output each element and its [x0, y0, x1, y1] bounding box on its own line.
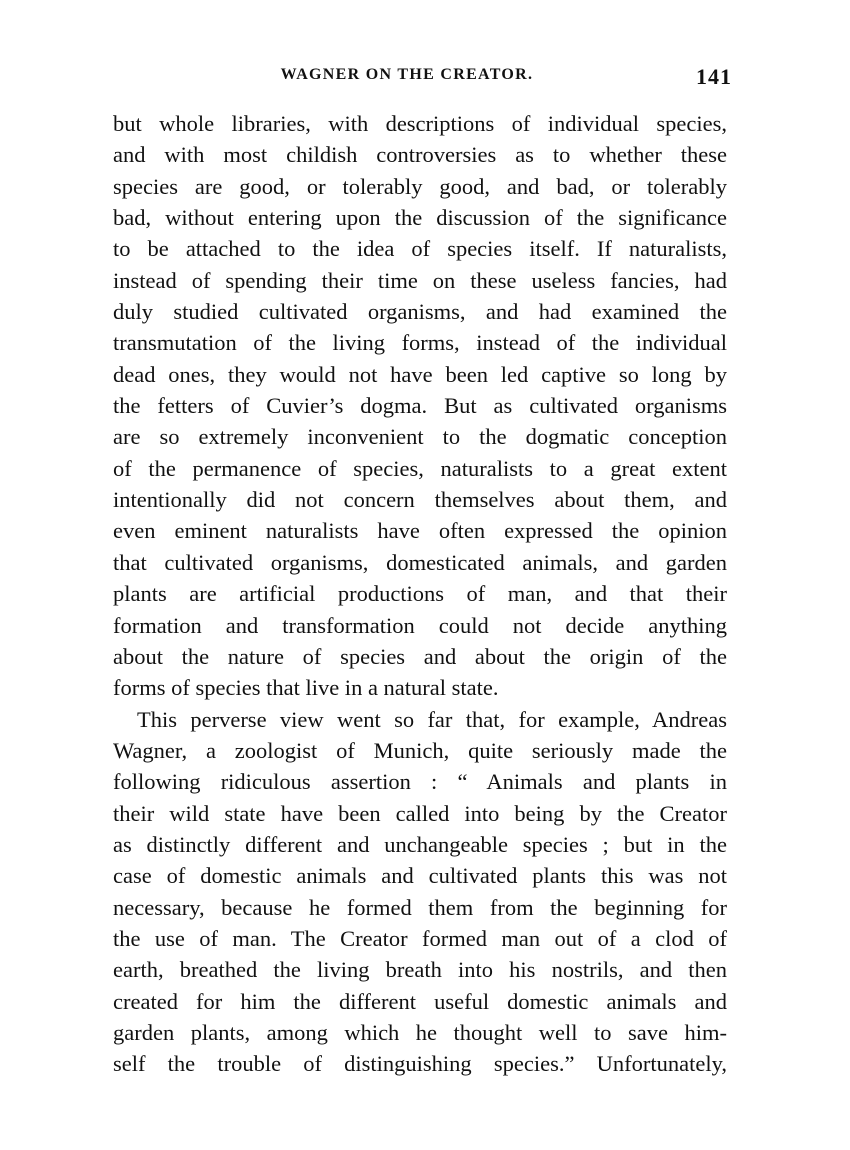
text-line: even eminent naturalists have often expressed the opinion	[113, 518, 727, 544]
text-line: earth, breathed the living breath into his nostrils, and then	[113, 957, 727, 983]
text-line: and with most childish controversies as to whether these	[113, 142, 727, 168]
text-line: of the permanence of species, naturalists to a great extent	[113, 455, 727, 481]
text-line: instead of spending their time on these useless fancies, had	[113, 267, 727, 293]
text-line: species are good, or tolerably good, and bad, or tolerably	[113, 173, 727, 199]
text-line: plants are artificial productions of man, and that their	[113, 581, 727, 607]
text-line: their wild state have been called into being by the Creator	[113, 800, 727, 826]
text-line: are so extremely inconvenient to the dogmatic conception	[113, 424, 727, 450]
text-line: garden plants, among which he thought well to save him-	[113, 1019, 727, 1045]
text-line: the use of man. The Creator formed man out of a clod of	[113, 925, 727, 951]
text-line: formation and transformation could not decide anything	[113, 612, 727, 638]
text-line: transmutation of the living forms, instead of the individual	[113, 330, 727, 356]
running-title: WAGNER ON THE CREATOR.	[280, 66, 534, 83]
text-line: but whole libraries, with descriptions of individual species,	[113, 111, 727, 136]
paragraph-start-line: This perverse view went so far that, for example, Andreas	[137, 706, 727, 732]
text-line: bad, without entering upon the discussion of the significance	[113, 205, 727, 231]
text-line: case of domestic animals and cultivated plants this was not	[113, 863, 727, 889]
text-line: duly studied cultivated organisms, and had examined the	[113, 299, 727, 325]
text-line: dead ones, they would not have been led captive so long by	[113, 361, 727, 387]
text-line: necessary, because he formed them from the beginning for	[113, 894, 727, 920]
running-head	[112, 64, 732, 90]
text-line: created for him the different useful domestic animals and	[113, 988, 727, 1014]
page-number: 141	[696, 64, 732, 89]
text-line: the fetters of Cuvier’s dogma. But as cultivated organisms	[113, 393, 727, 419]
text-line: that cultivated organisms, domesticated animals, and garden	[113, 549, 727, 575]
text-line: as distinctly different and unchangeable species ; but in the	[113, 831, 727, 857]
text-line: following ridiculous assertion : “ Animals and plants in	[113, 769, 727, 795]
text-line: intentionally did not concern themselves about them, and	[113, 487, 727, 513]
text-line: to be attached to the idea of species itself. If naturalists,	[113, 236, 727, 262]
paragraph-end-line: forms of species that live in a natural state.	[113, 675, 499, 701]
text-line: about the nature of species and about the origin of the	[113, 643, 727, 669]
body-text	[113, 108, 727, 1080]
text-line: Wagner, a zoologist of Munich, quite seriously made the	[113, 737, 727, 763]
text-line: self the trouble of distinguishing species.” Unfortunately,	[113, 1051, 727, 1077]
